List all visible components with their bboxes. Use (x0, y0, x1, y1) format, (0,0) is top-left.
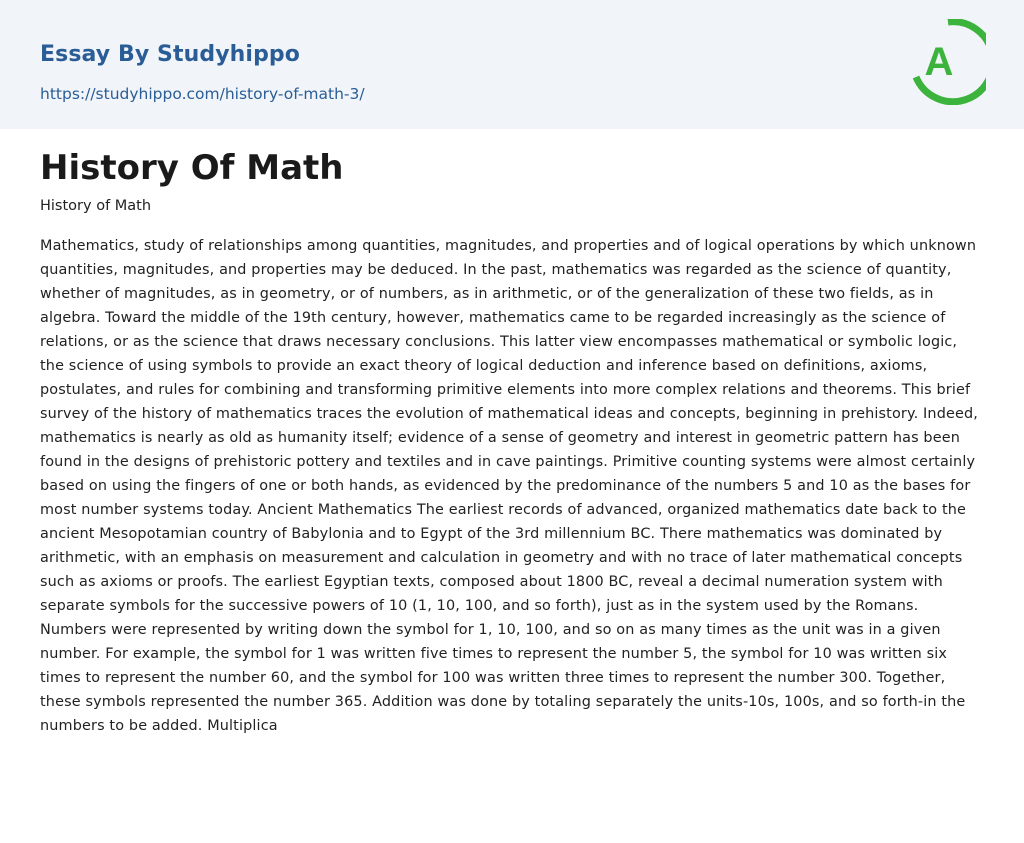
page-title: History Of Math (40, 148, 344, 188)
studyhippo-logo-icon[interactable] (912, 19, 986, 105)
article-subtitle: History of Math (40, 198, 152, 214)
article-body: Mathematics, study of relationships among quantities, magnitudes, and properties and of logical operations by which unknown quantities, magnitudes, and properties may be deduced. In the past, mathematics was regarded as the science of quantity, whether of magnitudes, as in geometry, or of numbers, as in arithmetic, or of the generalization of these two fields, as in algebra. Toward the middle of the 19th century, however, mathematics came to be regarded increasingly as the science of relations, or as the science that draws necessary conclusions. This latter view encompasses mathematical or symbolic logic, the science of using symbols to provide an exact theory of logical deduction and inference based on definitions, axioms, postulates, and rules for combining and transforming primitive elements into more complex relations and theorems. This brief survey of the history of mathematics traces the evolution of mathematical ideas and concepts, beginning in prehistory. Indeed, mathematics is nearly as old as humanity itself; evidence of a sense of geometry and interest in geometric pattern has been found in the designs of prehistoric pottery and textiles and in cave paintings. Primitive counting systems were almost certainly based on using the fingers of one or both hands, as evidenced by the predominance of the numbers 5 and 10 as the bases for most number systems today. Ancient Mathematics The earliest records of advanced, organized mathematics date back to the ancient Mesopotamian country of Babylonia and to Egypt of the 3rd millennium BC. There mathematics was dominated by arithmetic, with an emphasis on measurement and calculation in geometry and with no trace of later mathematical concepts such as axioms or proofs. The earliest Egyptian texts, composed about 1800 BC, reveal a decimal numeration system with separate symbols for the successive powers of 10 (1, 10, 100, and so forth), just as in the system used by the Romans. Numbers were represented by writing down the symbol for 1, 10, 100, and so on as many times as the unit was in a given number. For example, the symbol for 1 was written five times to represent the number 5, the symbol for 10 was written six times to represent the number 60, and the symbol for 100 was written three times to represent the number 300. Together, these symbols represented the number 365. Addition was done by totaling separately the units-10s, 100s, and so forth-in the numbers to be added. Multiplica (40, 238, 979, 734)
site-header (0, 0, 1024, 129)
brand-title[interactable]: Essay By Studyhippo (40, 42, 300, 67)
logo-letter: A (924, 40, 954, 84)
article (40, 146, 984, 738)
page-url-link[interactable]: https://studyhippo.com/history-of-math-3/ (40, 85, 365, 103)
